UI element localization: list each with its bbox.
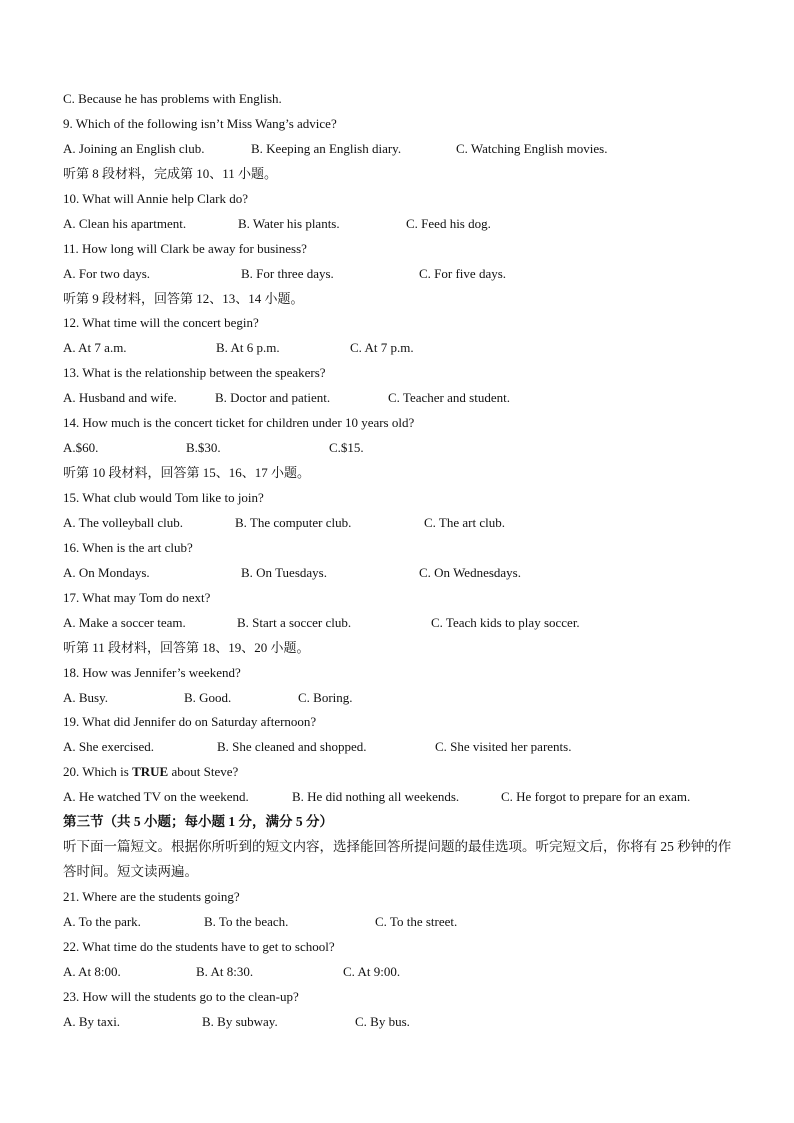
option-c: C. At 7 p.m. (350, 340, 414, 356)
options-21 (63, 910, 733, 935)
options-9 (63, 137, 733, 162)
options-16 (63, 561, 733, 586)
options-19 (63, 735, 733, 760)
option-c: C. Feed his dog. (406, 215, 491, 231)
question-19: 19. What did Jennifer do on Saturday afternoon? (63, 714, 317, 730)
option-b: B. On Tuesdays. (241, 564, 327, 580)
question-9: 9. Which of the following isn’t Miss Wang’s advice? (63, 115, 337, 131)
option-a: A. At 8:00. (63, 963, 121, 979)
option-c: C. At 9:00. (343, 963, 401, 979)
section-instruction: 听第 9 段材料，回答第 12、13、14 小题。 (63, 290, 304, 306)
section-instruction: 听第 8 段材料，完成第 10、11 小题。 (63, 165, 278, 181)
question-17: 17. What may Tom do next? (63, 589, 211, 605)
option-a: A. The volleyball club. (63, 514, 183, 530)
option-a: A. To the park. (63, 913, 141, 929)
section-instruction: 听第 10 段材料，回答第 15、16、17 小题。 (63, 465, 311, 481)
options-20 (63, 785, 733, 810)
question-text: about Steve? (168, 764, 239, 780)
options-18 (63, 686, 733, 711)
option-b: B. At 6 p.m. (216, 340, 280, 356)
options-15 (63, 511, 733, 536)
emphasis-true: TRUE (132, 764, 169, 780)
option-c: C. On Wednesdays. (419, 564, 521, 580)
exam-page (63, 87, 733, 1035)
option-c: C. By bus. (355, 1013, 410, 1029)
question-12: 12. What time will the concert begin? (63, 315, 259, 331)
question-13: 13. What is the relationship between the speakers? (63, 365, 326, 381)
options-13 (63, 386, 733, 411)
option-b: B. Start a soccer club. (237, 614, 352, 630)
section-instruction: 听第 11 段材料，回答第 18、19、20 小题。 (63, 639, 310, 655)
question-18: 18. How was Jennifer’s weekend? (63, 664, 241, 680)
question-20 (63, 760, 733, 785)
option-c: C.$15. (329, 440, 364, 456)
option-b: B. Good. (184, 689, 232, 705)
option-a: A. He watched TV on the weekend. (63, 789, 249, 805)
section-instruction: 听下面一篇短文。根据你所听到的短文内容，选择能回答所提问题的最佳选项。听完短文后，你将有 25 秒钟的作答时间。短文读两遍。 (63, 839, 732, 880)
option-c: C. The art club. (424, 514, 505, 530)
section-heading: 第三节（共 5 小题；每小题 1 分，满分 5 分） (63, 814, 333, 830)
option-b: B. The computer club. (235, 514, 352, 530)
question-11: 11. How long will Clark be away for business? (63, 240, 307, 256)
option-b: B. By subway. (202, 1013, 278, 1029)
option-c: C. She visited her parents. (435, 739, 572, 755)
option-b: B. To the beach. (204, 913, 289, 929)
option-a: A. Clean his apartment. (63, 215, 187, 231)
option-a: A. She exercised. (63, 739, 154, 755)
option-b: B. For three days. (241, 265, 334, 281)
option-c: C. For five days. (419, 265, 507, 281)
option-a: A. Joining an English club. (63, 140, 205, 156)
option-c: C. Teach kids to play soccer. (431, 614, 580, 630)
option-b: B. Keeping an English diary. (251, 140, 402, 156)
question-15: 15. What club would Tom like to join? (63, 490, 264, 505)
option-line: C. Because he has problems with English. (63, 91, 282, 106)
option-a: A.$60. (63, 440, 99, 456)
option-a: A. Busy. (63, 689, 109, 705)
question-16: 16. When is the art club? (63, 539, 193, 555)
question-10: 10. What will Annie help Clark do? (63, 190, 248, 206)
options-10 (63, 212, 733, 237)
option-a: A. Make a soccer team. (63, 614, 186, 630)
option-b: B. Water his plants. (238, 215, 340, 231)
option-c: C. Teacher and student. (388, 390, 510, 406)
option-b: B. He did nothing all weekends. (292, 789, 460, 805)
options-23 (63, 1010, 733, 1035)
option-a: A. At 7 a.m. (63, 340, 127, 356)
option-c: C. Boring. (298, 689, 353, 705)
option-c: C. Watching English movies. (456, 140, 608, 156)
option-c: C. He forgot to prepare for an exam. (501, 789, 691, 805)
option-a: A. Husband and wife. (63, 390, 177, 406)
options-12 (63, 336, 733, 361)
question-23: 23. How will the students go to the clean-up? (63, 988, 299, 1004)
option-c: C. To the street. (375, 913, 458, 929)
option-a: A. For two days. (63, 265, 151, 281)
options-17 (63, 611, 733, 636)
options-22 (63, 960, 733, 985)
question-text: 20. Which is (63, 764, 133, 780)
question-21: 21. Where are the students going? (63, 889, 240, 905)
option-b: B.$30. (186, 440, 221, 456)
question-14: 14. How much is the concert ticket for children under 10 years old? (63, 415, 415, 431)
option-b: B. At 8:30. (196, 963, 254, 979)
options-11 (63, 262, 733, 287)
options-14 (63, 436, 733, 461)
option-b: B. Doctor and patient. (215, 390, 331, 406)
option-b: B. She cleaned and shopped. (217, 739, 367, 755)
option-a: A. On Mondays. (63, 564, 150, 580)
question-22: 22. What time do the students have to get to school? (63, 938, 335, 954)
option-a: A. By taxi. (63, 1013, 121, 1029)
